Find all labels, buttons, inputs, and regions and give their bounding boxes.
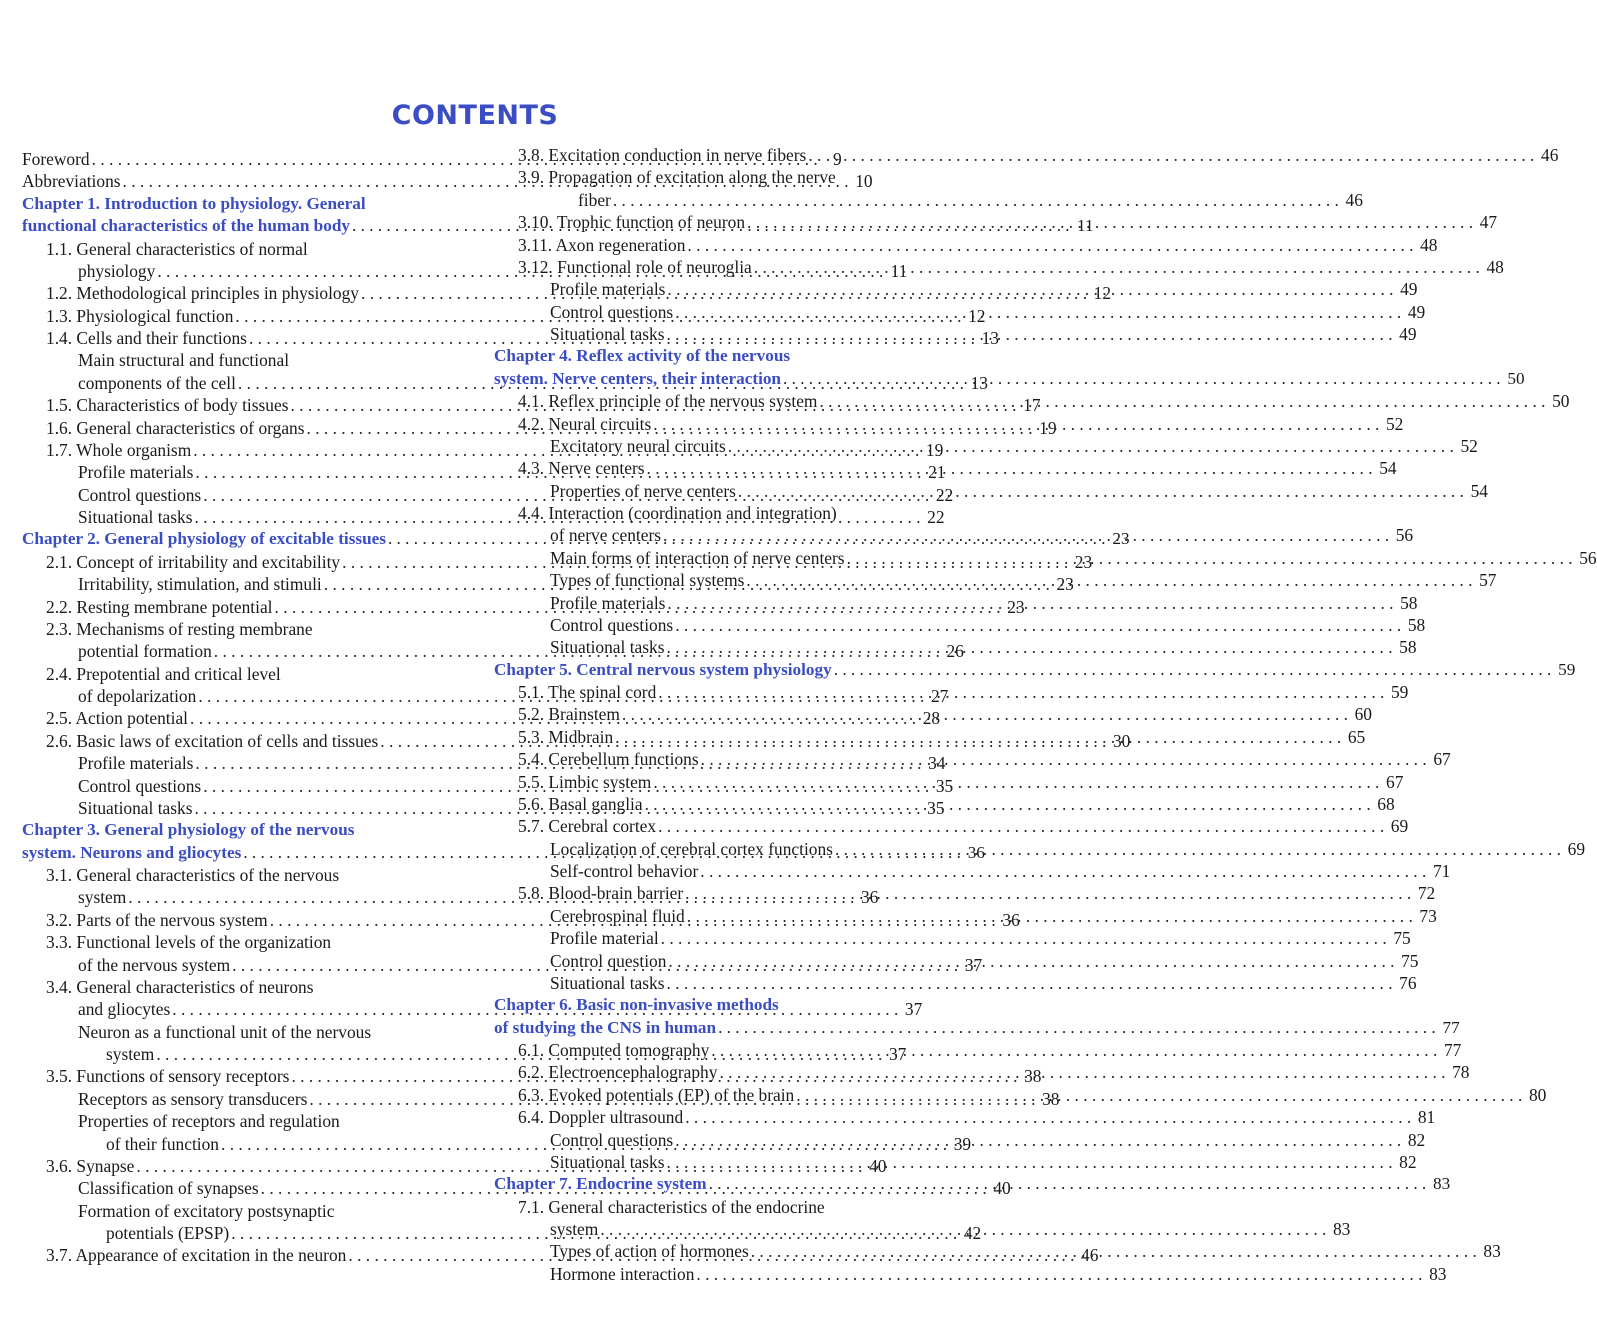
toc-page-number: 36 xyxy=(1002,909,1020,930)
toc-entry-title: Situational tasks xyxy=(550,324,665,344)
toc-entry-line xyxy=(494,234,1438,256)
toc-dot-leader xyxy=(819,390,1545,412)
toc-page-number: 11 xyxy=(890,260,908,281)
toc-entry-title: Chapter 5. Central nervous system physiology xyxy=(494,659,832,679)
toc-entry-title: 3.7. Appearance of excitation in the neuron xyxy=(46,1245,347,1266)
toc-entry-title: 3.8. Excitation conduction in nerve fibers xyxy=(518,145,807,165)
toc-page-number: 54 xyxy=(1470,480,1488,501)
toc-entry-title: 1.1. General characteristics of normal xyxy=(46,238,308,259)
toc-entry-title: potentials (EPSP) xyxy=(106,1223,230,1243)
toc-entry-title: 4.4. Interaction (coordination and integration) xyxy=(518,503,837,523)
toc-entry-title: system xyxy=(550,1219,599,1239)
toc-entry-title: 5.7. Cerebral cortex xyxy=(518,816,657,837)
toc-dot-leader xyxy=(687,234,1413,256)
toc-page-number: 58 xyxy=(1400,592,1418,613)
toc-entry-title: Control questions xyxy=(550,301,674,322)
toc-entry-title: 6.4. Doppler ultrasound xyxy=(518,1107,684,1128)
toc-page-number: 12 xyxy=(968,305,986,326)
toc-entry-title: 5.6. Basal ganglia xyxy=(518,793,643,814)
toc-dot-leader xyxy=(653,413,1379,435)
toc-dot-leader xyxy=(668,950,1394,972)
toc-entry-title: Situational tasks xyxy=(78,797,193,818)
toc-entry-title: Neuron as a functional unit of the nervous xyxy=(78,1021,372,1042)
toc-entry-title: 3.6. Synapse xyxy=(46,1155,135,1176)
toc-page-number: 27 xyxy=(930,686,949,706)
toc-page-number: 72 xyxy=(1417,883,1436,904)
toc-entry-line xyxy=(494,144,1559,166)
toc-entry-title: 3.2. Parts of the nervous system xyxy=(46,909,268,930)
toc-entry-title: Receptors as sensory transducers xyxy=(78,1088,308,1109)
toc-entry-line xyxy=(494,860,1451,882)
toc-entry-title: 4.3. Nerve centers xyxy=(518,458,645,479)
toc-dot-leader xyxy=(675,614,1401,636)
toc-entry-title: Profile materials xyxy=(78,462,194,483)
toc-page-number: 83 xyxy=(1332,1219,1351,1239)
toc-entry-title: 2.1. Concept of irritability and excitability xyxy=(46,551,341,572)
toc-entry-title: and gliocytes xyxy=(78,999,171,1020)
toc-page-number: 54 xyxy=(1379,458,1397,479)
toc-page-number: 10 xyxy=(855,171,873,192)
toc-dot-leader xyxy=(667,278,1393,300)
toc-entry-title: 3.3. Functional levels of the organization xyxy=(46,932,332,953)
toc-entry-title: physiology xyxy=(78,260,156,281)
toc-entry-title: Excitatory neural circuits xyxy=(550,435,726,456)
toc-page-number: 34 xyxy=(928,753,946,774)
toc-page-number: 49 xyxy=(1399,324,1417,344)
toc-entry-title: of depolarization xyxy=(78,686,197,706)
toc-entry-title: Chapter 6. Basic non-invasive methods xyxy=(494,995,779,1015)
toc-dot-leader xyxy=(613,189,1339,211)
toc-page-number: 48 xyxy=(1486,256,1504,277)
toc-dot-leader xyxy=(711,1039,1437,1061)
toc-entry-title: 1.7. Whole organism xyxy=(46,439,192,460)
toc-entry-title: Properties of nerve centers xyxy=(550,480,736,501)
toc-entry-title: 6.3. Evoked potentials (EP) of the brain xyxy=(518,1084,795,1105)
toc-entry-title: Self-control behavior xyxy=(550,861,699,881)
toc-dot-leader xyxy=(696,1263,1422,1285)
toc-entry-title: 2.3. Mechanisms of resting membrane xyxy=(46,618,313,639)
toc-entry-line xyxy=(494,502,940,524)
toc-dot-leader xyxy=(666,1151,1392,1173)
toc-chapter-line xyxy=(22,819,464,841)
toc-dot-leader xyxy=(746,569,1472,591)
toc-page-number: 46 xyxy=(1541,145,1559,165)
toc-entry-title: 3.5. Functions of sensory receptors xyxy=(46,1066,290,1087)
toc-entry-title: Control questions xyxy=(78,775,202,796)
toc-entry-title: 7.1. General characteristics of the endocrine xyxy=(518,1196,825,1217)
toc-entry-line xyxy=(22,618,464,640)
toc-page-number: 58 xyxy=(1407,614,1426,635)
toc-page-number: 60 xyxy=(1354,704,1372,725)
toc-page-number: 83 xyxy=(1483,1241,1501,1262)
toc-dot-leader xyxy=(751,1240,1477,1262)
toc-page-number: 76 xyxy=(1399,972,1417,993)
toc-page-number: 22 xyxy=(935,484,954,505)
toc-entry-title: 5.8. Blood-brain barrier xyxy=(518,883,684,904)
toc-entry-title: 4.1. Reflex principle of the nervous system xyxy=(518,391,818,412)
toc-page-number: 47 xyxy=(1479,212,1498,233)
toc-page-number: 19 xyxy=(1039,417,1057,438)
toc-entry-title: Types of functional systems xyxy=(550,570,745,591)
toc-entry-title: 1.5. Characteristics of body tissues xyxy=(46,395,289,416)
toc-chapter-line xyxy=(22,193,464,215)
toc-page-number: 67 xyxy=(1386,771,1404,792)
toc-page-number: 40 xyxy=(993,1178,1011,1199)
toc-entry-title: 1.4. Cells and their functions xyxy=(46,328,247,348)
toc-dot-leader xyxy=(728,435,1454,457)
toc-page-number: 71 xyxy=(1432,861,1451,881)
toc-dot-leader xyxy=(685,1106,1411,1128)
toc-dot-leader xyxy=(835,838,1561,860)
toc-page-number: 83 xyxy=(1433,1174,1451,1194)
toc-entry-title: 3.11. Axon regeneration xyxy=(518,234,686,255)
toc-entry-title: system. Nerve centers, their interaction xyxy=(494,368,781,388)
toc-entry-line xyxy=(494,1151,1417,1173)
toc-entry-title: 3.1. General characteristics of the nervous xyxy=(46,865,340,885)
toc-page-number: 73 xyxy=(1419,905,1437,926)
toc-page-number: 56 xyxy=(1579,547,1597,568)
toc-page-number: 50 xyxy=(1552,391,1570,412)
toc-entry-line xyxy=(22,663,464,685)
toc-entry-title: Localization of cerebral cortex functions xyxy=(550,838,833,859)
toc-dot-leader xyxy=(738,480,1464,502)
toc-chapter-line xyxy=(494,659,1576,681)
toc-entry-title: of the nervous system xyxy=(78,954,231,975)
toc-page-number: 42 xyxy=(963,1223,982,1243)
toc-entry-line xyxy=(22,931,464,953)
toc-entry-line xyxy=(22,349,464,371)
toc-entry-line xyxy=(494,189,1363,211)
toc-page-number: 82 xyxy=(1399,1151,1417,1172)
toc-page-number: 36 xyxy=(967,842,985,862)
toc-entry-title: Situational tasks xyxy=(550,1151,665,1172)
toc-entry-title: Situational tasks xyxy=(550,637,665,658)
toc-page-number: 23 xyxy=(1056,574,1074,595)
toc-page-number: 38 xyxy=(1024,1066,1042,1087)
toc-page-number: 50 xyxy=(1507,368,1525,388)
toc-entry-title: 3.12. Functional role of neuroglia xyxy=(518,256,752,277)
toc-entry-line xyxy=(494,1106,1436,1128)
toc-page-number: 52 xyxy=(1385,413,1404,434)
toc-dot-leader xyxy=(647,457,1373,479)
toc-entry-title: 5.2. Brainstem xyxy=(518,704,620,725)
toc-entry-title: 2.2. Resting membrane potential xyxy=(46,596,273,617)
toc-page-number: 69 xyxy=(1567,838,1586,859)
toc-dot-leader xyxy=(834,659,1552,681)
toc-entry-line xyxy=(494,703,1372,725)
toc-page-number: 9 xyxy=(832,149,842,169)
toc-entry-title: Types of action of hormones xyxy=(550,1241,749,1262)
toc-entry-line xyxy=(22,1200,464,1222)
toc-entry-line xyxy=(494,882,1436,904)
toc-entry-title: of studying the CNS in human xyxy=(494,1017,717,1037)
toc-entry-title: Profile materials xyxy=(78,753,194,774)
toc-dot-leader xyxy=(653,771,1379,793)
toc-entry-line xyxy=(494,972,1417,994)
toc-page-number: 36 xyxy=(860,887,879,908)
toc-entry-title: 2.6. Basic laws of excitation of cells and tissues xyxy=(46,730,379,751)
toc-page-number: 52 xyxy=(1460,435,1478,456)
toc-dot-leader xyxy=(808,144,1534,166)
toc-dot-leader xyxy=(675,301,1401,323)
toc-chapter-line xyxy=(494,1017,1460,1039)
toc-entry-title: Abbreviations xyxy=(22,171,121,192)
toc-entry-title: Profile materials xyxy=(550,279,666,300)
toc-entry-title: Main forms of interaction of nerve centers xyxy=(550,547,845,568)
toc-page-number: 59 xyxy=(1390,682,1409,702)
toc-page-number: 77 xyxy=(1443,1040,1462,1060)
toc-entry-title: Situational tasks xyxy=(78,507,193,527)
toc-entry-title: 3.10. Trophic function of neuron xyxy=(518,212,746,233)
toc-entry-title: Control question xyxy=(550,950,667,971)
toc-entry-title: functional characteristics of the human body xyxy=(22,216,350,236)
toc-page-number: 19 xyxy=(925,439,944,460)
toc-page-number: 67 xyxy=(1433,749,1451,770)
toc-entry-title: 3.9. Propagation of excitation along the nerve xyxy=(518,167,836,188)
toc-entry-title: 5.1. The spinal cord xyxy=(518,682,657,702)
toc-dot-leader xyxy=(701,748,1427,770)
toc-entry-title: Classification of synapses xyxy=(78,1178,259,1199)
toc-dot-leader xyxy=(754,256,1480,278)
toc-page-number: 13 xyxy=(970,372,988,393)
toc-dot-leader xyxy=(600,1218,1326,1240)
toc-entry-title: Profile material xyxy=(550,928,659,949)
toc-dot-leader xyxy=(847,547,1573,569)
toc-entry-title: Situational tasks xyxy=(550,972,665,993)
toc-chapter-line xyxy=(494,345,940,367)
toc-page-number: 81 xyxy=(1417,1107,1436,1128)
toc-dot-leader xyxy=(685,882,1411,904)
toc-page-number: 75 xyxy=(1401,950,1419,971)
toc-entry-title: system xyxy=(78,887,127,908)
toc-entry-title: Control questions xyxy=(550,1129,674,1150)
toc-page-number: 83 xyxy=(1429,1263,1447,1284)
toc-entry-line xyxy=(494,457,1397,479)
toc-entry-title: of their function xyxy=(106,1133,220,1154)
toc-dot-leader xyxy=(700,860,1426,882)
toc-page-number: 75 xyxy=(1393,928,1411,949)
toc-entry-title: Chapter 2. General physiology of excitable tissues xyxy=(22,529,386,549)
toc-entry-title: 2.4. Prepotential and critical level xyxy=(46,663,281,684)
toc-entry-title: 6.2. Electroencephalography xyxy=(518,1062,718,1083)
toc-entry-title: 5.3. Midbrain xyxy=(518,726,614,747)
toc-dot-leader xyxy=(615,726,1341,748)
toc-entry-line xyxy=(22,976,464,998)
toc-entry-line xyxy=(494,435,1478,457)
toc-dot-leader xyxy=(661,927,1387,949)
toc-page-number: 13 xyxy=(981,328,999,348)
toc-entry-title: 4.2. Neural circuits xyxy=(518,413,652,434)
toc-dot-leader xyxy=(796,1084,1522,1106)
toc-entry-title: Irritability, stimulation, and stimuli xyxy=(78,574,322,595)
toc-entry-line xyxy=(22,864,464,886)
toc-dot-leader xyxy=(719,1061,1445,1083)
toc-entry-line xyxy=(22,238,464,260)
toc-page-number: 11 xyxy=(1077,216,1094,236)
toc-entry-line xyxy=(494,614,1426,636)
toc-dot-leader xyxy=(645,793,1371,815)
toc-entry-line xyxy=(494,748,1451,770)
toc-dot-leader xyxy=(718,1017,1436,1039)
toc-page-number: 49 xyxy=(1400,279,1418,300)
toc-entry-title: Chapter 1. Introduction to physiology. General xyxy=(22,193,366,213)
toc-entry-title: Cerebrospinal fluid xyxy=(550,905,685,926)
toc-page-number: 12 xyxy=(1093,283,1112,304)
toc-page-number: 68 xyxy=(1377,793,1395,814)
toc-entry-title: fiber xyxy=(578,189,611,210)
toc-entry-line xyxy=(22,1110,464,1132)
toc-entry-title: Hormone interaction xyxy=(550,1263,695,1284)
toc-entry-title: potential formation xyxy=(78,641,212,662)
toc-page-number: 37 xyxy=(904,999,923,1020)
toc-dot-leader xyxy=(622,703,1348,725)
toc-entry-title: of nerve centers xyxy=(550,525,662,546)
toc-entry-line xyxy=(494,256,1504,278)
toc-page-number: 56 xyxy=(1395,525,1414,546)
toc-page-number: 77 xyxy=(1442,1017,1460,1037)
toc-page-number: 22 xyxy=(927,507,945,527)
toc-page-number: 35 xyxy=(927,797,945,818)
toc-entry-title: 2.5. Action potential xyxy=(46,708,189,729)
toc-page-number: 23 xyxy=(1007,596,1025,617)
toc-dot-leader xyxy=(783,368,1501,390)
toc-page-number: 46 xyxy=(1345,189,1363,210)
toc-entry-title: system xyxy=(106,1044,155,1064)
toc-page-number: 17 xyxy=(1023,395,1041,416)
toc-page-number: 69 xyxy=(1390,816,1409,837)
page-title: CONTENTS xyxy=(391,100,559,131)
toc-page-number: 23 xyxy=(1112,529,1130,549)
toc-entry-line xyxy=(494,815,1409,837)
toc-page-number: 57 xyxy=(1479,570,1497,591)
toc-entry-title: Control questions xyxy=(78,484,202,505)
toc-entry-title: 1.2. Methodological principles in physiology xyxy=(46,283,359,304)
toc-page-number: 82 xyxy=(1407,1129,1426,1150)
toc-page-number: 46 xyxy=(1081,1245,1099,1266)
toc-page-number: 21 xyxy=(928,462,946,483)
toc-page-number: 58 xyxy=(1399,637,1417,658)
toc-entry-title: Control questions xyxy=(550,614,674,635)
toc-page-number: 39 xyxy=(953,1133,972,1154)
toc-entry-line xyxy=(494,1039,1462,1061)
toc-entry-title: 1.6. General characteristics of organs xyxy=(46,417,305,438)
toc-page-number: 65 xyxy=(1347,726,1366,747)
toc-chapter-line xyxy=(494,994,940,1016)
toc-dot-leader xyxy=(663,524,1389,546)
toc-entry-title: Profile materials xyxy=(550,592,666,613)
toc-entry-line xyxy=(494,1263,1447,1285)
toc-entry-line xyxy=(494,1196,940,1218)
toc-entry-title: Chapter 4. Reflex activity of the nervous xyxy=(494,346,791,366)
toc-page-number: 28 xyxy=(922,708,941,729)
toc-entry-line xyxy=(494,793,1395,815)
toc-dot-leader xyxy=(666,636,1392,658)
toc-entry-title: 1.3. Physiological function xyxy=(46,305,234,326)
toc-entry-title: Properties of receptors and regulation xyxy=(78,1111,340,1132)
toc-page-number: 26 xyxy=(946,641,964,662)
toc-dot-leader xyxy=(667,592,1393,614)
toc-dot-leader xyxy=(675,1129,1401,1151)
toc-entry-title: Chapter 7. Endocrine system xyxy=(494,1174,707,1194)
toc-page-number: 78 xyxy=(1452,1062,1470,1083)
toc-entry-line xyxy=(22,1021,464,1043)
toc-page-number: 38 xyxy=(1042,1088,1060,1109)
toc-page-number: 49 xyxy=(1407,301,1426,322)
toc-page-number: 30 xyxy=(1112,730,1131,751)
toc-dot-leader xyxy=(658,815,1384,837)
toc-entry-title: components of the cell xyxy=(78,372,236,393)
toc-dot-leader xyxy=(666,323,1392,345)
toc-page-number: 80 xyxy=(1528,1084,1547,1105)
toc-entry-title: 6.1. Computed tomography xyxy=(518,1040,710,1060)
toc-dot-leader xyxy=(709,1173,1427,1195)
toc-entry-title: 5.5. Limbic system xyxy=(518,771,652,792)
toc-dot-leader xyxy=(666,972,1392,994)
toc-entry-title: Chapter 3. General physiology of the nervous xyxy=(22,820,355,840)
toc-entry-title: Foreword xyxy=(22,149,90,169)
toc-entry-title: 5.4. Cerebellum functions xyxy=(518,749,699,770)
toc-page-number: 48 xyxy=(1420,234,1438,255)
toc-entry-title: Main structural and functional xyxy=(78,350,290,371)
toc-page-number: 35 xyxy=(935,775,954,796)
toc-page-number: 23 xyxy=(1074,551,1093,572)
toc-entry-line xyxy=(494,166,940,188)
toc-dot-leader xyxy=(687,905,1413,927)
toc-entry-line xyxy=(494,927,1411,949)
toc-page-number: 37 xyxy=(888,1044,907,1064)
toc-page-number: 59 xyxy=(1558,659,1576,679)
toc-dot-leader xyxy=(747,211,1473,233)
toc-dot-leader xyxy=(658,681,1384,703)
toc-page-number: 40 xyxy=(869,1155,887,1176)
toc-page-number: 37 xyxy=(964,954,983,975)
toc-entry-title: Formation of excitatory postsynaptic xyxy=(78,1200,335,1221)
toc-entry-title: 3.4. General characteristics of neurons xyxy=(46,976,314,997)
toc-entry-title: system. Neurons and gliocytes xyxy=(22,842,242,862)
